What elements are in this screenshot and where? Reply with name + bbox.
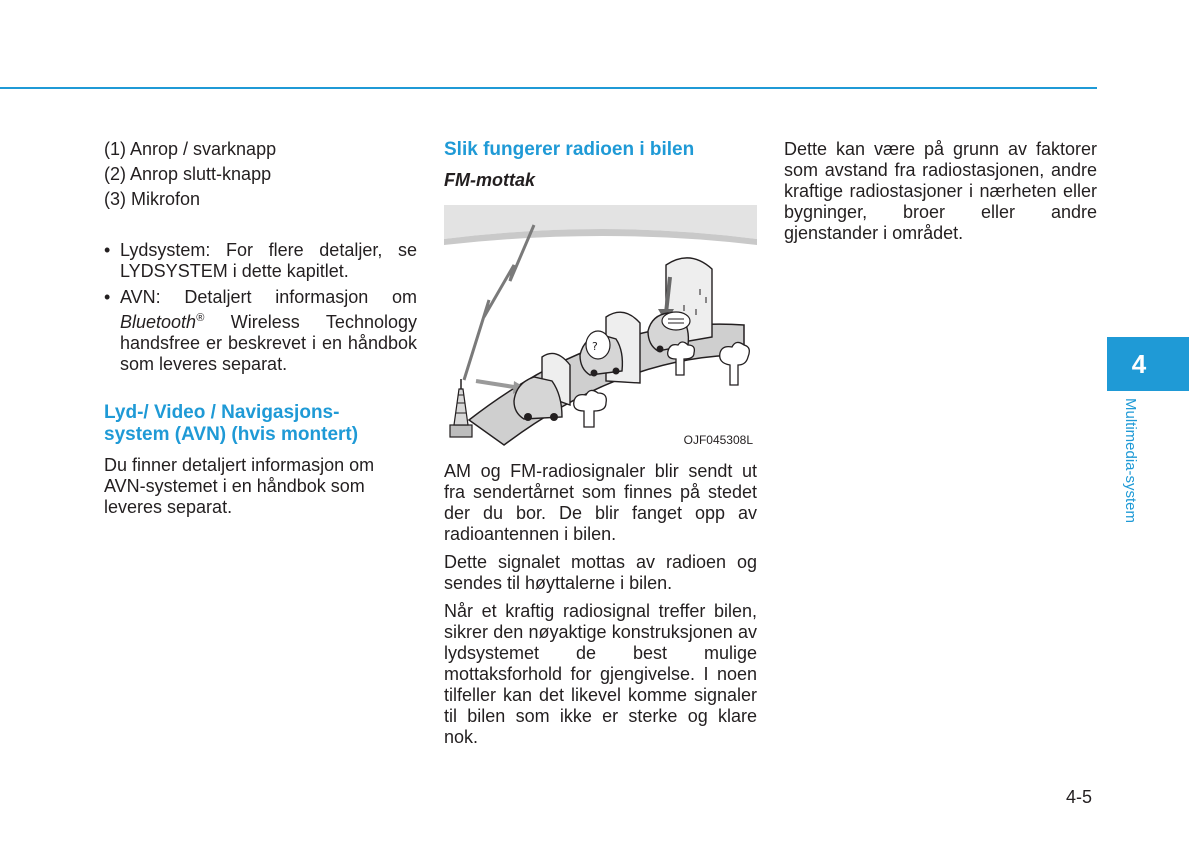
- heading-line: Lyd-/ Video / Navigasjons-: [104, 402, 340, 423]
- registered-mark: ®: [196, 312, 205, 324]
- signal-wave-icon: [464, 225, 534, 380]
- chapter-title: [1120, 398, 1158, 548]
- paragraph: AM og FM-radiosignaler blir sendt ut fra sendertårnet som finnes på stedet der du bor. De blir fanget opp av radioantennen i bilen.: [444, 461, 757, 544]
- fm-reception-illustration: [444, 205, 757, 451]
- chapter-title-text: Multimedia-system: [1122, 398, 1139, 524]
- left-column: [104, 139, 417, 518]
- top-rule: [0, 87, 1097, 89]
- page-number: 4-5: [1066, 787, 1093, 807]
- paragraph: Dette kan være på grunn av faktorer som avstand fra radiostasjonen, andre kraftige radiostasjoner i nærheten eller bygninger, broer eller andre gjenstander i området.: [784, 139, 1097, 243]
- bullet-avn: [104, 287, 417, 375]
- question-mark-icon: ?: [592, 340, 598, 353]
- signal-arrow: [476, 381, 514, 387]
- right-column: [784, 139, 1097, 244]
- list-item: (2) Anrop slutt-knapp: [104, 164, 272, 184]
- radio-paragraphs: [444, 461, 757, 748]
- avn-body-text: Du finner detaljert informasjon om AVN-systemet i en håndbok som leveres separat.: [104, 455, 375, 517]
- list-item: (1) Anrop / svarknapp: [104, 139, 277, 159]
- illustration-svg: [444, 205, 757, 451]
- chapter-tab: [1107, 337, 1189, 391]
- component-list: [104, 139, 417, 210]
- paragraph: Dette signalet mottas av radioen og sendes til høyttalerne i bilen.: [444, 552, 757, 593]
- middle-column: [444, 139, 757, 755]
- bluetooth-brand: Bluetooth: [120, 312, 197, 332]
- bullet-avn-suffix: Wireless Technology handsfree er beskrevet i en håndbok som leveres separat.: [120, 312, 417, 374]
- section-heading-avn: [104, 402, 417, 446]
- figure-code: OJF045308L: [683, 433, 753, 447]
- chapter-number: 4: [1131, 349, 1147, 379]
- bullet-avn-prefix: AVN: Detaljert informasjon om: [120, 287, 417, 307]
- subheading-fm: FM-mottak: [444, 170, 535, 190]
- section-heading-radio: Slik fungerer radioen i bilen: [444, 139, 695, 160]
- paragraph: Når et kraftig radiosignal treffer bilen, sikrer den nøyaktige konstruksjonen av lydsystemet de best mulige mottaksforhold for gjengivelse. I noen tilfeller kan det likevel komme signaler til bilen som ikke er sterke og klare nok.: [444, 601, 757, 747]
- transmission-tower-icon: [450, 379, 472, 437]
- bullet-list: [104, 240, 417, 375]
- bullet-audio-system: • Lydsystem: For flere detaljer, se LYDSYSTEM i dette kapitlet.: [104, 240, 417, 282]
- list-item: (3) Mikrofon: [104, 189, 201, 209]
- heading-line: system (AVN) (hvis montert): [104, 424, 359, 445]
